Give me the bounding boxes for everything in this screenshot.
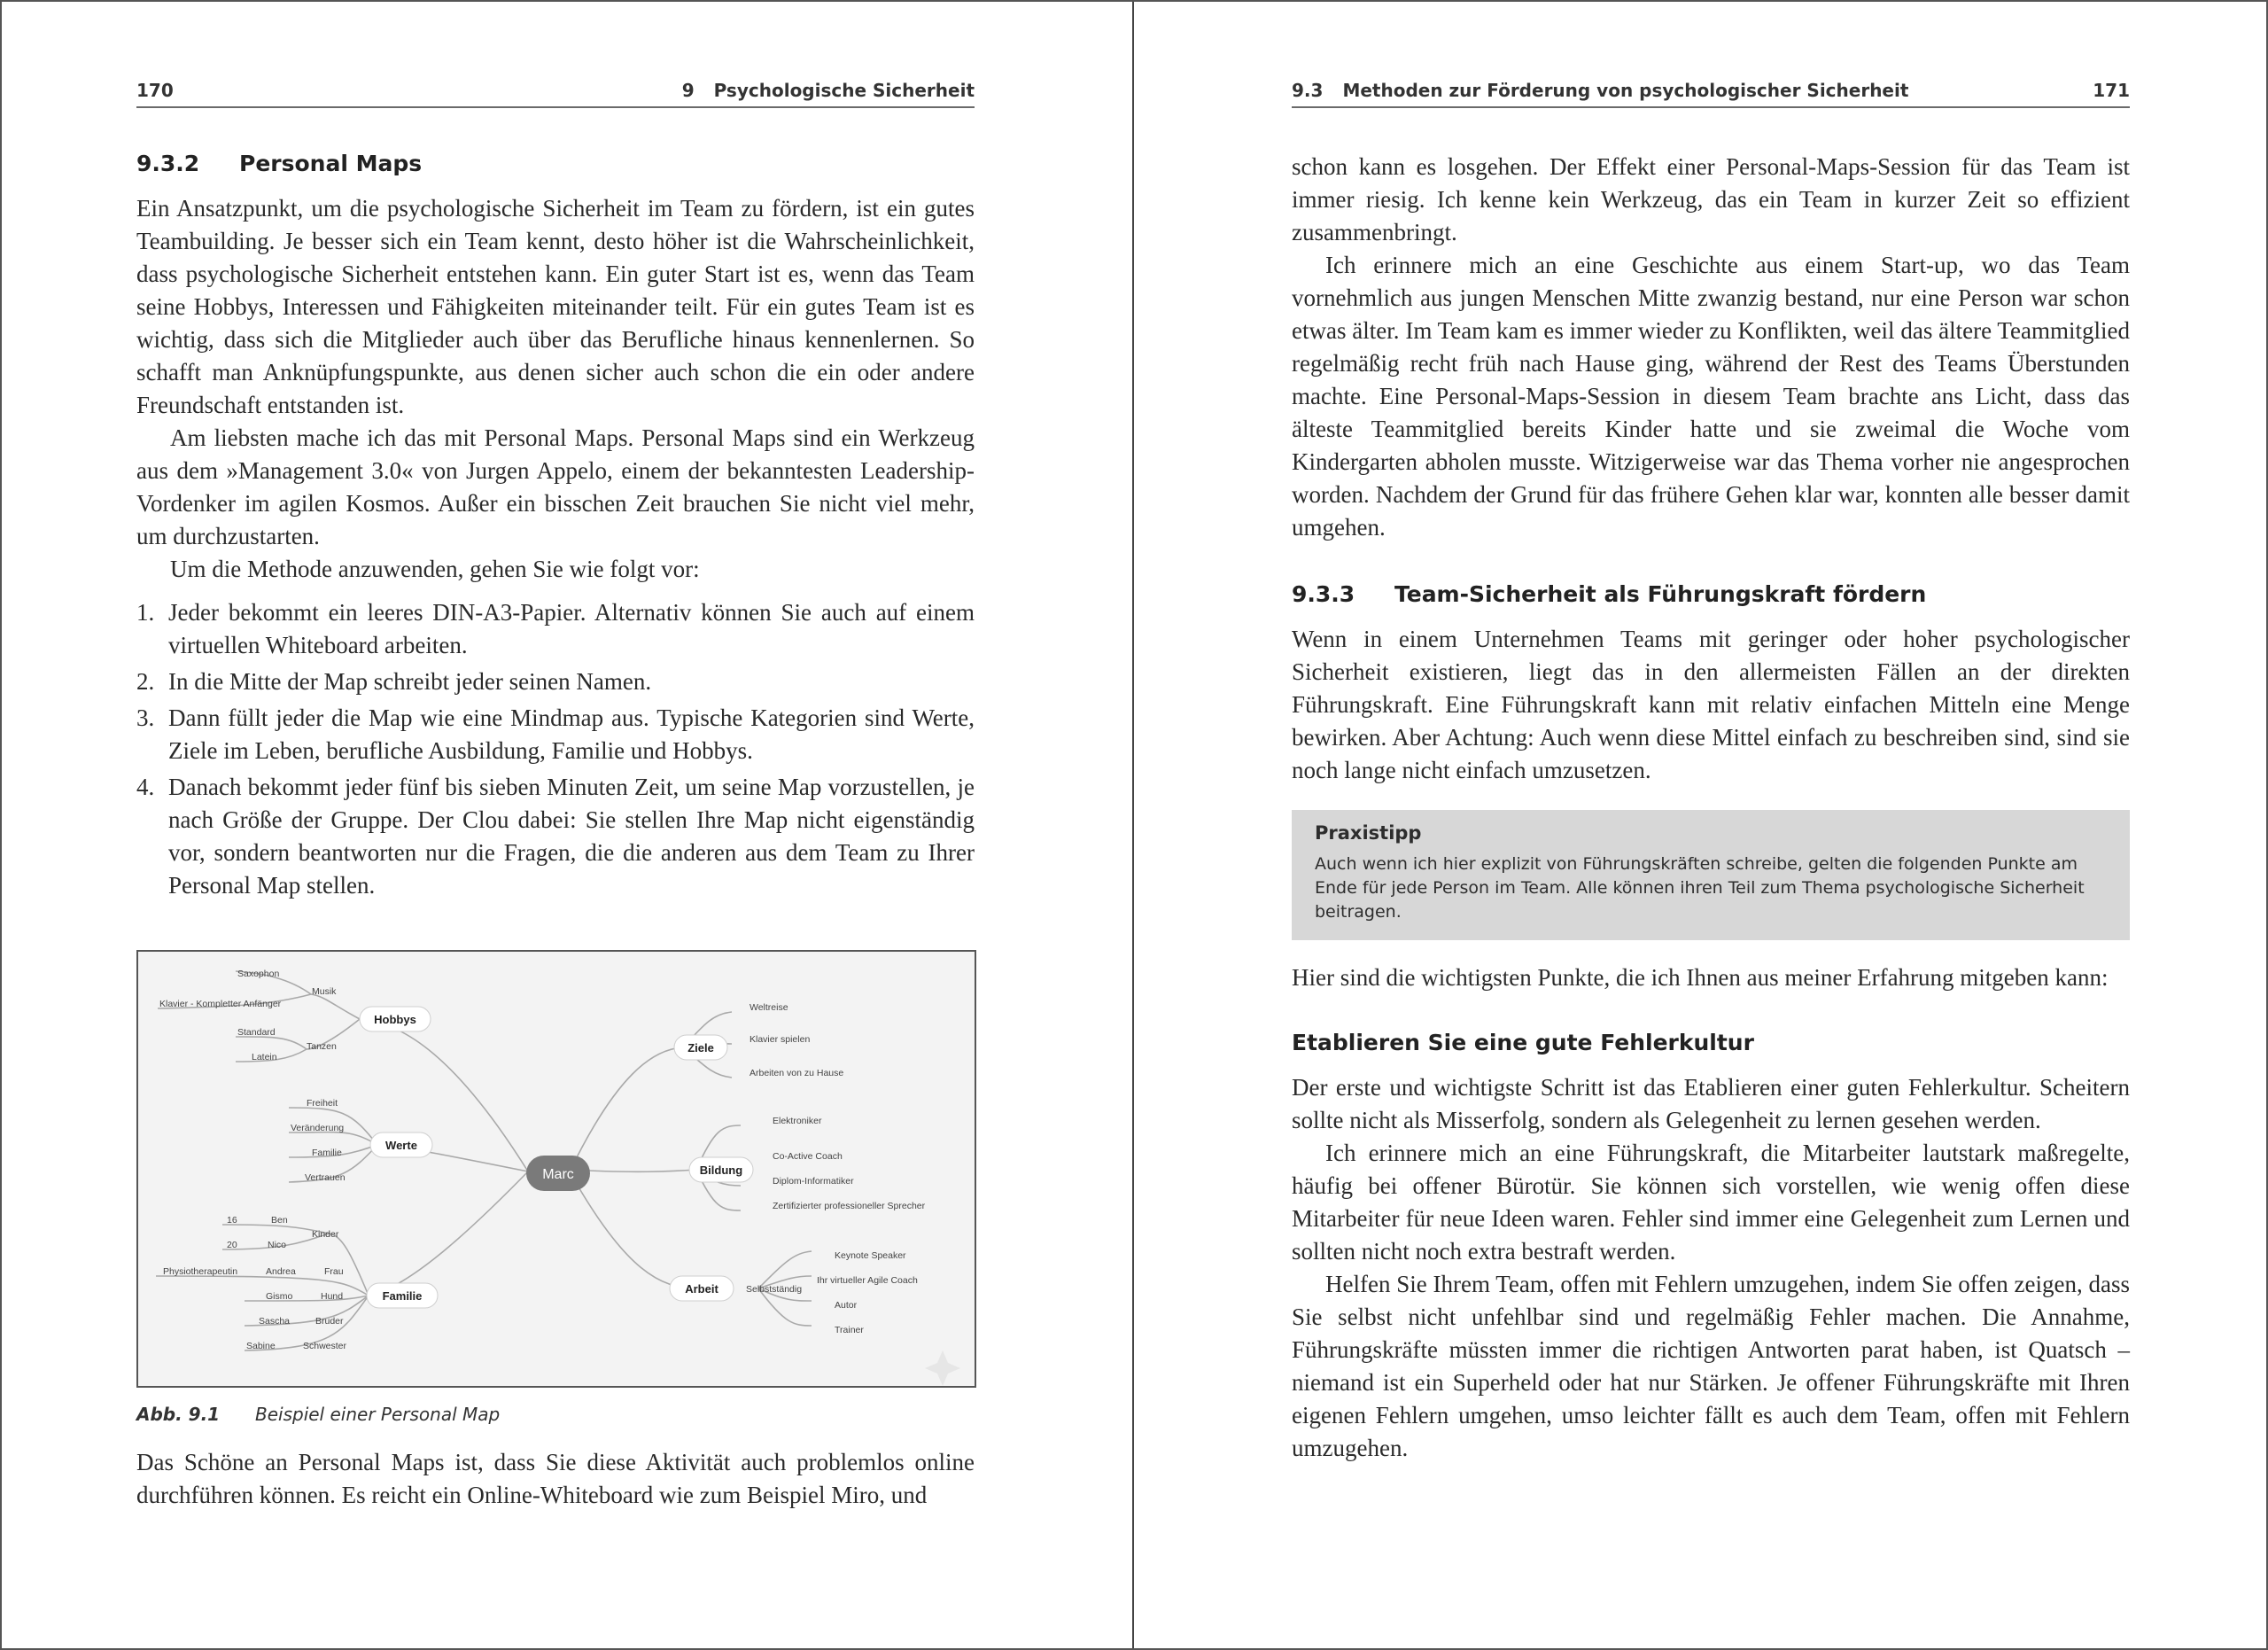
leaf-label: Familie [312,1148,342,1158]
figure-caption [136,1404,975,1425]
paragraph: Ich erinnere mich an eine Geschichte aus einem Start-up, wo das Team vornehmlich aus jungen Menschen Mitte zwanzig bestand, nur eine Person war schon etwas älter. Im Team kam es immer wieder zu Konflikten, weil das ältere Teammitglied regelmäßig recht früh nach Hause ging, während der Rest des Teams Überstunden machte. Eine Personal-Maps-Session in diesem Team brachte ans Licht, dass das älteste Teammitglied bereits Kinder hatte und sie zweimal die Woche vom Kindergarten abholen musste. Witzigerweise war das Thema vorher nie angesprochen worden. Nachdem der Grund für das frühere Gehen klar war, konnten alle besser damit umgehen. [1292,252,2130,541]
section-heading [1292,581,2130,607]
practice-tip-box [1292,810,2130,940]
page-number: 171 [2093,80,2130,101]
mindmap-diagram [138,952,975,1386]
steps-list [136,596,975,902]
leaf-label: Latein [252,1052,277,1062]
paragraph: schon kann es losgehen. Der Effekt einer Personal-Maps-Session für das Team ist immer riesig. Ich kenne kein Werkzeug, das ein Team in kurzer Zeit so effizient zusammenbringt. [1292,153,2130,245]
leaf-label: Ben [271,1215,288,1226]
right-page [1134,0,2268,1650]
section-ref-number: 9.3 [1292,80,1324,101]
section-title: Team-Sicherheit als Führungskraft fördern [1394,581,1927,607]
leaf-label: Andrea [266,1266,296,1277]
list-item: 1. Jeder bekommt ein leeres DIN-A3-Papier. Alternativ können Sie auch auf einem virtuellen Whiteboard arbeiten. [136,599,975,658]
paragraph: Hier sind die wichtigsten Punkte, die ich Ihnen aus meiner Erfahrung mitgeben kann: [1292,964,2109,991]
list-item: 3. Dann füllt jeder die Map wie eine Mindmap aus. Typische Kategorien sind Werte, Ziele im Leben, berufliche Ausbildung, Familie und Hobbys. [136,704,975,764]
running-head-right [1292,76,2130,108]
chapter-title: Psychologische Sicherheit [713,80,975,101]
branch-familie: Familie [382,1289,423,1303]
leaf-label: Selbstständig [746,1284,803,1295]
tip-text: Auch wenn ich hier explizit von Führungskräften schreibe, gelten die folgenden Punkte am Ende für jede Person im Team. Alle können ihren Teil zum Thema psychologische Sicherheit beitragen. [1315,854,2085,922]
branch-arbeit: Arbeit [685,1282,718,1296]
section-number: 9.3.3 [1292,581,1355,607]
paragraph: Das Schöne an Personal Maps ist, dass Sie diese Aktivität auch problemlos online durchführen können. Es reicht ein Online-Whiteboard wie zum Beispiel Miro, und [136,1449,975,1508]
paragraph: Helfen Sie Ihrem Team, offen mit Fehlern umzugehen, indem Sie offen zeigen, dass Sie selbst nicht unfehlbar sind und regelmäßig Fehler machen. Die Annahme, Führungskräfte müssten immer die richtigen Antworten parat haben, ist Quatsch – niemand ist ein Superheld oder hat nur Stärken. Je offener Führungskräfte mit Ihren eigenen Fehlern umgehen, umso leichter fällt es auch dem Team, offen mit Fehlern umzugehen. [1292,1271,2130,1461]
leaf-label: Physiotherapeutin [163,1266,238,1277]
leaf-label: Bruder [315,1316,344,1327]
right-content [1292,151,2130,1465]
leaf-label: Zertifizierter professioneller Sprecher [773,1201,926,1211]
section-heading [136,151,975,176]
figure-label: Abb. 9.1 [136,1404,221,1425]
section-ref-title: Methoden zur Förderung von psychologischer Sicherheit [1342,80,1909,101]
subheading: Etablieren Sie eine gute Fehlerkultur [1292,1030,1754,1055]
leaf-label: Schwester [303,1341,347,1351]
branch-werte: Werte [385,1139,417,1152]
center-label: Marc [542,1167,574,1182]
leaf-label: Kinder [312,1229,339,1240]
leaf-label: Klavier - Kompletter Anfänger [159,999,282,1009]
leaf-label: Tanzen [307,1041,337,1052]
leaf-label: Vertrauen [305,1172,346,1183]
section-title: Personal Maps [239,151,423,176]
left-content-bottom [136,1446,975,1512]
sparkle-icon [925,1350,960,1386]
running-head-left [136,76,975,108]
leaf-label: 20 [227,1240,237,1250]
leaf-label: Musik [312,986,337,997]
figure-caption-text: Beispiel einer Personal Map [255,1404,501,1425]
leaf-label: Saxophon [237,969,280,979]
paragraph: Am liebsten mache ich das mit Personal Maps. Personal Maps sind ein Werkzeug aus dem »Management 3.0« von Jurgen Appelo, einem der bekanntesten Leadership-Vordenker im agilen Kosmos. Außer ein bisschen Zeit brauchen Sie nicht viel mehr, um durchzustarten. [136,424,975,549]
leaf-label: Trainer [835,1325,864,1335]
branch-ziele: Ziele [687,1041,714,1055]
tip-title: Praxistipp [1315,822,1422,844]
list-item: 2. In die Mitte der Map schreibt jeder seinen Namen. [136,668,652,695]
personal-map-figure [136,950,976,1388]
paragraph: Um die Methode anzuwenden, gehen Sie wie folgt vor: [170,556,700,582]
leaf-label: Sabine [246,1341,276,1351]
branch-bildung: Bildung [699,1164,743,1177]
branch-hobbys: Hobbys [374,1013,416,1026]
leaf-label: Hund [321,1291,344,1302]
list-item: 4. Danach bekommt jeder fünf bis sieben Minuten Zeit, um seine Map vorzustellen, je nach Größe der Gruppe. Der Clou dabei: Sie stellen Ihre Map nicht eigenständig vor, sondern beantworten nur die Fragen, die die anderen aus dem Team zu Ihrer Personal Map stellen. [136,774,975,899]
leaf-label: Sascha [259,1316,291,1327]
leaf-label: Ihr virtueller Agile Coach [817,1275,918,1286]
paragraph: Ich erinnere mich an eine Führungskraft, die Mitarbeiter lautstark maßregelte, häufig bei offener Bürotür. Sie können sich vorstellen, wie wenig offen diese Mitarbeiter für neue Ideen waren. Fehler sind immer eine Gelegenheit zum Lernen und sollten nicht noch extra bestraft werden. [1292,1140,2130,1265]
paragraph: Der erste und wichtigste Schritt ist das Etablieren einer guten Fehlerkultur. Scheitern sollte nicht als Misserfolg, sondern als Gelegenheit zu lernen gesehen werden. [1292,1074,2130,1133]
leaf-label: Diplom-Informatiker [773,1176,854,1187]
leaf-label: Freiheit [307,1098,338,1109]
leaf-label: Gismo [266,1291,293,1302]
leaf-label: Elektroniker [773,1116,822,1126]
leaf-label: Standard [237,1027,276,1038]
leaf-label: Autor [835,1300,858,1311]
leaf-label: Frau [324,1266,344,1277]
left-content [136,151,975,906]
paragraph: Wenn in einem Unternehmen Teams mit geringer oder hoher psychologischer Sicherheit existieren, liegt das in den allermeisten Fällen an der direkten Führungskraft. Eine Führungskraft kann mit relativ einfachen Mitteln eine Menge bewirken. Aber Achtung: Auch wenn diese Mittel einfach zu beschreiben sind, sind sie noch lange nicht einfach umzusetzen. [1292,626,2130,783]
section-number: 9.3.2 [136,151,200,176]
leaf-label: Co-Active Coach [773,1151,843,1162]
paragraph: Ein Ansatzpunkt, um die psychologische Sicherheit im Team zu fördern, ist ein gutes Teambuilding. Je besser sich ein Team kennt, desto höher ist die Wahrscheinlichkeit, dass psychologische Sicherheit entstehen kann. Ein guter Start ist es, wenn das Team seine Hobbys, Interessen und Fähigkeiten miteinander teilt. Für ein gutes Team ist es wichtig, dass sich die Mitglieder auch über das Berufliche hinaus kennenlernen. So schafft man Anknüpfungspunkte, aus denen sicher auch schon die ein oder andere Freundschaft entstanden ist. [136,195,975,418]
leaf-label: Veränderung [291,1123,345,1133]
leaf-label: Weltreise [750,1002,788,1013]
chapter-number: 9 [681,80,695,101]
page-number: 170 [136,80,174,101]
leaf-label: Klavier spielen [750,1034,811,1045]
leaf-label: 16 [227,1215,237,1226]
leaf-label: Nico [268,1240,287,1250]
leaf-label: Keynote Speaker [835,1250,906,1261]
leaf-label: Arbeiten von zu Hause [750,1068,844,1078]
